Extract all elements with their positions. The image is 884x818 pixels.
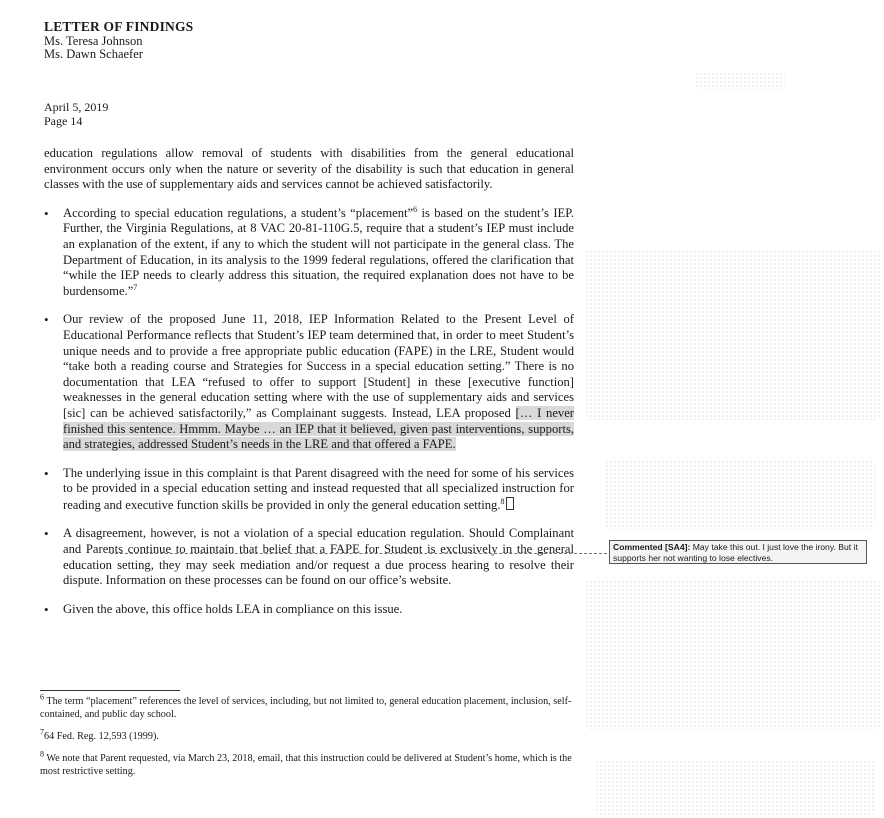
scan-noise [585, 250, 881, 420]
comment-anchor-icon[interactable] [506, 497, 514, 510]
footnote-text: We note that Parent requested, via March 23, 2018, email, that this instruction could be delivered at Student’s home, which is the most restrictive setting. [40, 753, 572, 777]
list-item [44, 312, 574, 452]
footnote-6 [40, 692, 580, 721]
bullet-text: A disagreement, however, is not a violation of a special education regulation. Should Complainant and Parents continue to maintain that belief that a FAPE for Student is exclusively in the general education setting, they may seek mediation and/or request a due process hearing to resolve their dispute. Information on these processes can be found on our office’s website. [63, 526, 574, 588]
bullet-text: According to special education regulations, a student’s “placement” [63, 205, 414, 220]
bullet-icon: • [44, 312, 49, 328]
footnote-divider [40, 690, 180, 691]
footnotes [40, 690, 580, 787]
page-number: Page 14 [44, 114, 83, 128]
clipped-header-line [44, 61, 193, 67]
comment-connector-line [110, 553, 607, 554]
bullet-icon: • [44, 526, 49, 542]
list-item [44, 602, 574, 618]
bullet-text: Given the above, this office holds LEA in compliance on this issue. [63, 601, 403, 616]
recipient-name-1: Ms. Teresa Johnson [44, 34, 143, 48]
comment-margin [585, 60, 884, 818]
scan-noise [695, 72, 785, 90]
scan-noise [605, 460, 875, 530]
list-item [44, 466, 574, 514]
footnote-text: 64 Fed. Reg. 12,593 (1999). [44, 731, 159, 742]
intro-paragraph: education regulations allow removal of students with disabilities from the general educational environment occurs only when the nature or severity of the disability is such that education in general classes with the use of supplementary aids and services cannot be achieved satisfactorily. [44, 146, 574, 192]
footnote-ref[interactable]: 8 [500, 496, 505, 506]
scan-noise [585, 580, 881, 730]
bullet-text: is based on the student’s IEP. Further, the Virginia Regulations, at 8 VAC 20-81-110G.5, require that a student’s IEP must include an explanation of the extent, if any to which the student will not participate in the general class. The Department of Education, in its analysis to the 1999 federal regulations, offered the clarification that “while the IEP needs to clearly address this situation, the required explanation does not have to be burdensome.” [63, 205, 574, 298]
scan-noise [595, 760, 875, 815]
bullet-icon: • [44, 205, 49, 221]
comment-balloon[interactable] [609, 540, 867, 564]
list-item [44, 526, 574, 588]
footnote-number: 7 [40, 727, 44, 737]
letter-date: April 5, 2019 [44, 100, 109, 114]
bullet-text: Our review of the proposed June 11, 2018, IEP Information Related to the Present Level of Educational Performance reflects that Student’s IEP team determined that, in order to meet Student’s unique needs and to provide a free appropriate public education (FAPE) in the LRE, Student would “take both a reading course and Strategies for Success in a special education setting.” There is no documentation that LEA “refused to offer to support [Student] in these [executive function] weaknesses in the general education setting where with the use of supplementary aids and services [sic] can be achieved satisfactorily,” as Complainant suggests. Instead, LEA proposed [63, 312, 574, 420]
highlighted-draft-text[interactable]: [… I never finished this sentence. Hmmm. Maybe … an IEP that it believed, given past interventions, supports, and strategies, addressed Student’s needs in the LRE and that offered a FAPE. [63, 405, 574, 452]
list-item [44, 206, 574, 300]
footnote-number: 8 [40, 749, 44, 759]
bullet-text: The underlying issue in this complaint is that Parent disagreed with the need for some of his services to be provided in a special education setting and instead requested that all specialized instruction for reading and executive function skills be provided in only the general education setting. [63, 465, 574, 512]
letter-body[interactable] [44, 146, 574, 617]
footnote-ref[interactable]: 6 [413, 204, 418, 214]
footnote-8 [40, 749, 580, 778]
findings-list [44, 206, 574, 618]
letter-title: LETTER OF FINDINGS [44, 19, 194, 34]
bullet-icon: • [44, 465, 49, 481]
recipient-name-2: Ms. Dawn Schaefer [44, 47, 143, 61]
comment-label: Commented [SA4]: [613, 542, 691, 552]
comment-text: May take this out. I just love the irony. But it supports her not wanting to lose electives. [613, 542, 858, 563]
footnote-number: 6 [40, 692, 44, 702]
footnote-text: The term “placement” references the level of services, including, but not limited to, general education placement, inclusion, self-contained, and public day school. [40, 696, 572, 720]
letter-header [44, 20, 193, 67]
date-block [44, 100, 108, 128]
footnote-ref[interactable]: 7 [133, 282, 138, 292]
footnote-7 [40, 727, 580, 743]
bullet-icon: • [44, 601, 49, 617]
